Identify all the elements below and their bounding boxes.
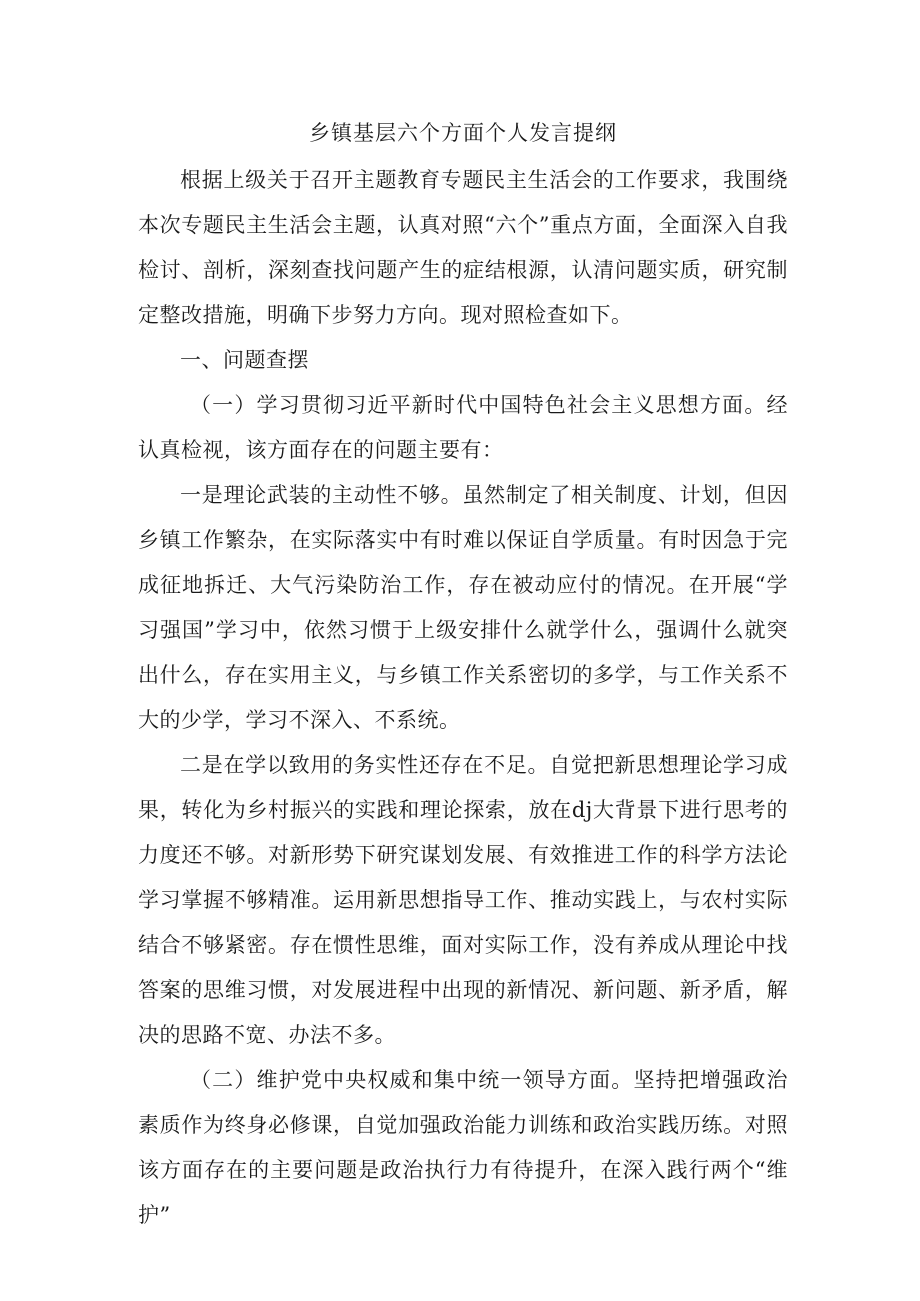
problem-paragraph-2: 二是在学以致用的务实性还存在不足。自觉把新思想理论学习成果，转化为乡村振兴的实践和理论探索，放在dj大背景下进行思考的力度还不够。对新形势下研究谋划发展、有效推进工作的科学方法论学习掌握不够精准。运用新思想指导工作、推动实践上，与农村实际结合不够紧密。存在惯性思维，面对实际工作，没有养成从理论中找答案的思维习惯，对发展进程中出现的新情况、新问题、新矛盾，解决的思路不宽、办法不多。 bbox=[138, 753, 788, 1047]
intro-paragraph: 根据上级关于召开主题教育专题民主生活会的工作要求，我围绕本次专题民主生活会主题，认真对照“六个”重点方面，全面深入自我检讨、剖析，深刻查找问题产生的症结根源，认清问题实质，研究制定整改措施，明确下步努力方向。现对照检查如下。 bbox=[138, 168, 788, 327]
subsection-heading-2: （二）维护党中央权威和集中统一领导方面。坚持把增强政治素质作为终身必修课，自觉加强政治能力训练和政治实践历练。对照该方面存在的主要问题是政治执行力有待提升，在深入践行两个“维护” bbox=[138, 1068, 788, 1227]
subsection-heading-1: （一）学习贯彻习近平新时代中国特色社会主义思想方面。经认真检视，该方面存在的问题主要有： bbox=[138, 393, 788, 462]
section-heading-problems: 一、问题查摆 bbox=[180, 348, 309, 372]
document-title: 乡镇基层六个方面个人发言提纲 bbox=[309, 121, 617, 145]
problem-paragraph-1: 一是理论武装的主动性不够。虽然制定了相关制度、计划，但因乡镇工作繁杂，在实际落实中有时难以保证自学质量。有时因急于完成征地拆迁、大气污染防治工作，存在被动应付的情况。在开展“学习强国”学习中，依然习惯于上级安排什么就学什么，强调什么就突出什么，存在实用主义，与乡镇工作关系密切的多学，与工作关系不大的少学，学习不深入、不系统。 bbox=[138, 483, 788, 732]
document-body bbox=[138, 112, 788, 1238]
